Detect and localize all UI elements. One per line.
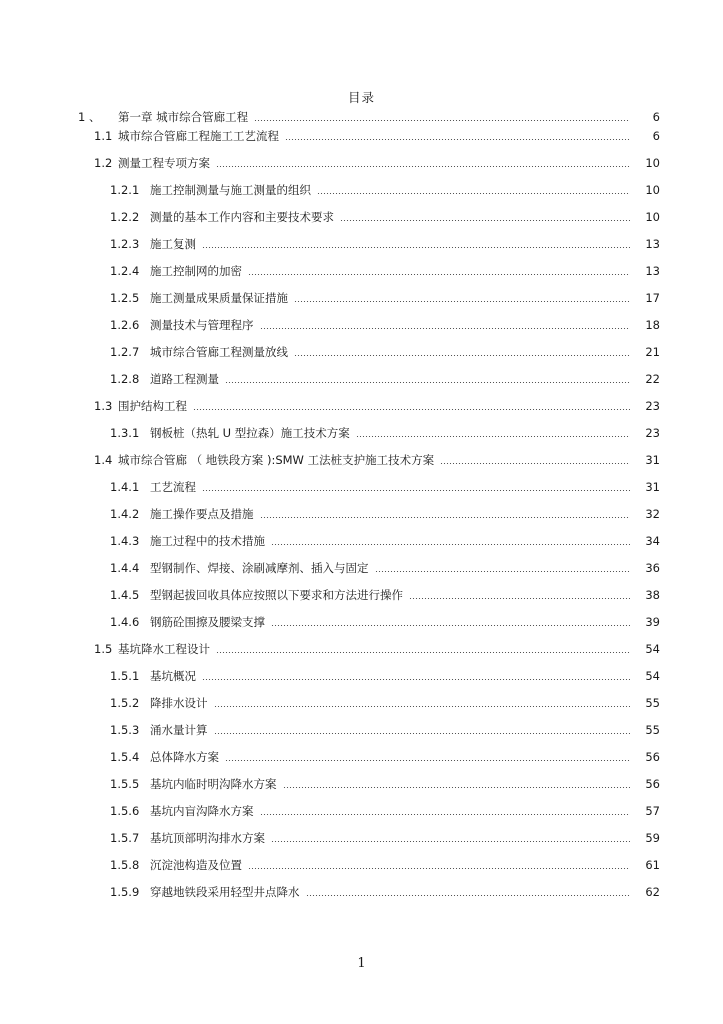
- dot-leader: [317, 193, 630, 194]
- toc-entry-page: 62: [645, 885, 660, 899]
- dot-leader: [214, 706, 631, 707]
- toc-entry-page: 36: [645, 561, 660, 575]
- toc-entry-title: 沉淀池构造及位置: [150, 858, 242, 872]
- toc-entry-number: 1.2: [94, 156, 113, 170]
- toc-entry[interactable]: [110, 343, 660, 361]
- toc-entry-page: 13: [645, 237, 660, 251]
- dot-leader: [202, 247, 630, 248]
- toc-entry-number: 1.2.8: [110, 372, 140, 386]
- toc-entry-number: 1.5.6: [110, 804, 140, 818]
- toc-entry-title: 总体降水方案: [150, 750, 219, 764]
- toc-entry-number: 1.4.5: [110, 588, 140, 602]
- toc-entry[interactable]: [110, 829, 660, 847]
- toc-entry-page: 39: [645, 615, 660, 629]
- dot-leader: [271, 625, 630, 626]
- toc-entry-title: 基坑内临时明沟降水方案: [150, 777, 277, 791]
- toc-entry-number: 1.2.3: [110, 237, 140, 251]
- toc-entry[interactable]: [110, 532, 660, 550]
- dot-leader: [260, 517, 631, 518]
- toc-entry[interactable]: [110, 424, 660, 442]
- toc-entry-title: 道路工程测量: [150, 372, 219, 386]
- toc-entry[interactable]: [110, 505, 660, 523]
- toc-entry[interactable]: [110, 883, 660, 901]
- toc-entry-number: 1.2.6: [110, 318, 140, 332]
- toc-entry-title: 施工控制测量与施工测量的组织: [150, 183, 311, 197]
- toc-entry-title: 钢板桩（热轧 U 型拉森）施工技术方案: [150, 426, 350, 440]
- dot-leader: [294, 355, 630, 356]
- dot-leader: [193, 409, 630, 410]
- dot-leader: [271, 544, 630, 545]
- toc-entry-page: 56: [645, 750, 660, 764]
- dot-leader: [306, 895, 631, 896]
- dot-leader: [271, 841, 630, 842]
- dot-leader: [214, 733, 631, 734]
- toc-entry-title: 施工过程中的技术措施: [150, 534, 265, 548]
- toc-entry-title: 基坑降水工程设计: [118, 642, 210, 656]
- toc-entry-number: 1.4: [94, 453, 113, 467]
- dot-leader: [356, 436, 630, 437]
- toc-entry-page: 54: [645, 669, 660, 683]
- toc-entry-number: 1.5.7: [110, 831, 140, 845]
- toc-entry-number: 1.2.7: [110, 345, 140, 359]
- toc-entry-page: 23: [645, 399, 660, 413]
- toc-entry-number: 1.4.4: [110, 561, 140, 575]
- toc-entry[interactable]: [94, 640, 660, 658]
- toc-entry-title: 测量工程专项方案: [118, 156, 210, 170]
- dot-leader: [260, 328, 631, 329]
- toc-entry-title: 型钢制作、焊接、涂刷减摩剂、插入与固定: [150, 561, 369, 575]
- toc-entry-title: 穿越地铁段采用轻型井点降水: [150, 885, 300, 899]
- toc-entry-number: 1.4.6: [110, 615, 140, 629]
- toc-entry-page: 31: [645, 453, 660, 467]
- toc-entry[interactable]: [94, 397, 660, 415]
- toc-entry-title: 围护结构工程: [118, 399, 187, 413]
- toc-entry[interactable]: [94, 127, 660, 145]
- toc-entry-title: 钢筋砼围擦及腰梁支撑: [150, 615, 265, 629]
- toc-entry-title: 工艺流程: [150, 480, 196, 494]
- toc-entry[interactable]: [78, 108, 660, 126]
- toc-entry[interactable]: [94, 154, 660, 172]
- toc-entry-number: 1.5.8: [110, 858, 140, 872]
- toc-entry-page: 57: [645, 804, 660, 818]
- toc-entry-number: 1.5.3: [110, 723, 140, 737]
- dot-leader: [375, 571, 631, 572]
- toc-entry[interactable]: [110, 235, 660, 253]
- toc-entry-title: 第一章 城市综合管廊工程: [118, 110, 249, 124]
- dot-leader: [440, 463, 630, 464]
- dot-leader: [202, 490, 630, 491]
- toc-entry[interactable]: [110, 478, 660, 496]
- toc-entry-title: 降排水设计: [150, 696, 208, 710]
- toc-entry-number: 1.5.4: [110, 750, 140, 764]
- dot-leader: [254, 120, 630, 121]
- toc-entry-page: 6: [652, 110, 660, 124]
- toc-entry-number: 1.5.5: [110, 777, 140, 791]
- dot-leader: [248, 274, 630, 275]
- toc-entry[interactable]: [110, 775, 660, 793]
- toc-entry-number: 1.4.2: [110, 507, 140, 521]
- toc-entry[interactable]: [110, 721, 660, 739]
- toc-entry[interactable]: [94, 451, 660, 469]
- toc-entry-title: 城市综合管廊工程施工工艺流程: [118, 129, 279, 143]
- toc-entry-title: 城市综合管廊 （ 地铁段方案 ):SMW 工法桩支护施工技术方案: [118, 453, 435, 467]
- toc-entry-title: 施工复测: [150, 237, 196, 251]
- toc-entry-number: 1.4.3: [110, 534, 140, 548]
- toc-entry[interactable]: [110, 694, 660, 712]
- toc-entry-number: 1.4.1: [110, 480, 140, 494]
- toc-entry-number: 1.2.5: [110, 291, 140, 305]
- dot-leader: [248, 868, 630, 869]
- toc-entry-title: 施工操作要点及措施: [150, 507, 254, 521]
- toc-entry[interactable]: [110, 559, 660, 577]
- dot-leader: [409, 598, 630, 599]
- toc-entry-page: 54: [645, 642, 660, 656]
- toc-entry-title: 测量技术与管理程序: [150, 318, 254, 332]
- toc-entry[interactable]: [110, 748, 660, 766]
- toc-entry-page: 10: [645, 183, 660, 197]
- toc-entry-page: 6: [652, 129, 660, 143]
- toc-entry-number: 1.3: [94, 399, 113, 413]
- toc-entry[interactable]: [110, 262, 660, 280]
- toc-entry-number: 1.5.2: [110, 696, 140, 710]
- toc-entry[interactable]: [110, 316, 660, 334]
- toc-entry-page: 55: [645, 723, 660, 737]
- toc-entry-number: 1 、: [78, 110, 101, 124]
- dot-leader: [216, 166, 630, 167]
- toc-entry-page: 34: [645, 534, 660, 548]
- toc-entry-page: 13: [645, 264, 660, 278]
- toc-entry-page: 21: [645, 345, 660, 359]
- toc-entry-page: 59: [645, 831, 660, 845]
- dot-leader: [225, 760, 630, 761]
- toc-entry-title: 施工测量成果质量保证措施: [150, 291, 288, 305]
- toc-entry-title: 基坑内盲沟降水方案: [150, 804, 254, 818]
- toc-entry[interactable]: [110, 181, 660, 199]
- toc-entry-number: 1.3.1: [110, 426, 140, 440]
- dot-leader: [340, 220, 630, 221]
- dot-leader: [260, 814, 631, 815]
- toc-entry-page: 32: [645, 507, 660, 521]
- toc-entry-number: 1.5.1: [110, 669, 140, 683]
- toc-entry-page: 31: [645, 480, 660, 494]
- toc-entry[interactable]: [110, 856, 660, 874]
- toc-entry-number: 1.2.1: [110, 183, 140, 197]
- toc-entry-title: 型钢起拔回收具体应按照以下要求和方法进行操作: [150, 588, 403, 602]
- toc-entry-title: 基坑顶部明沟排水方案: [150, 831, 265, 845]
- toc-entry-title: 城市综合管廊工程测量放线: [150, 345, 288, 359]
- toc-entry-page: 23: [645, 426, 660, 440]
- toc-entry[interactable]: [110, 208, 660, 226]
- dot-leader: [294, 301, 630, 302]
- toc-entry[interactable]: [110, 370, 660, 388]
- toc-entry-number: 1.2.4: [110, 264, 140, 278]
- toc-entry-page: 56: [645, 777, 660, 791]
- toc-entry[interactable]: [110, 586, 660, 604]
- dot-leader: [285, 139, 630, 140]
- toc-entry-page: 10: [645, 156, 660, 170]
- toc-entry-page: 17: [645, 291, 660, 305]
- toc-entry-page: 38: [645, 588, 660, 602]
- toc-entry-title: 涌水量计算: [150, 723, 208, 737]
- dot-leader: [216, 652, 630, 653]
- toc-entry-number: 1.2.2: [110, 210, 140, 224]
- toc-entry-number: 1.5: [94, 642, 113, 656]
- dot-leader: [283, 787, 631, 788]
- toc-entry-page: 10: [645, 210, 660, 224]
- toc-entry-title: 基坑概况: [150, 669, 196, 683]
- dot-leader: [202, 679, 630, 680]
- toc-entry-page: 61: [645, 858, 660, 872]
- toc-entry[interactable]: [110, 802, 660, 820]
- toc-entry-title: 施工控制网的加密: [150, 264, 242, 278]
- toc-entry[interactable]: [110, 289, 660, 307]
- toc-entry-number: 1.5.9: [110, 885, 140, 899]
- page-number: 1: [357, 956, 366, 971]
- toc-entry-number: 1.1: [94, 129, 113, 143]
- toc-entry-title: 测量的基本工作内容和主要技术要求: [150, 210, 334, 224]
- toc-entry-page: 22: [645, 372, 660, 386]
- toc-entry[interactable]: [110, 613, 660, 631]
- toc-entry[interactable]: [110, 667, 660, 685]
- toc-entry-page: 18: [645, 318, 660, 332]
- dot-leader: [225, 382, 630, 383]
- toc-entry-page: 55: [645, 696, 660, 710]
- toc-title: 目录: [347, 90, 375, 105]
